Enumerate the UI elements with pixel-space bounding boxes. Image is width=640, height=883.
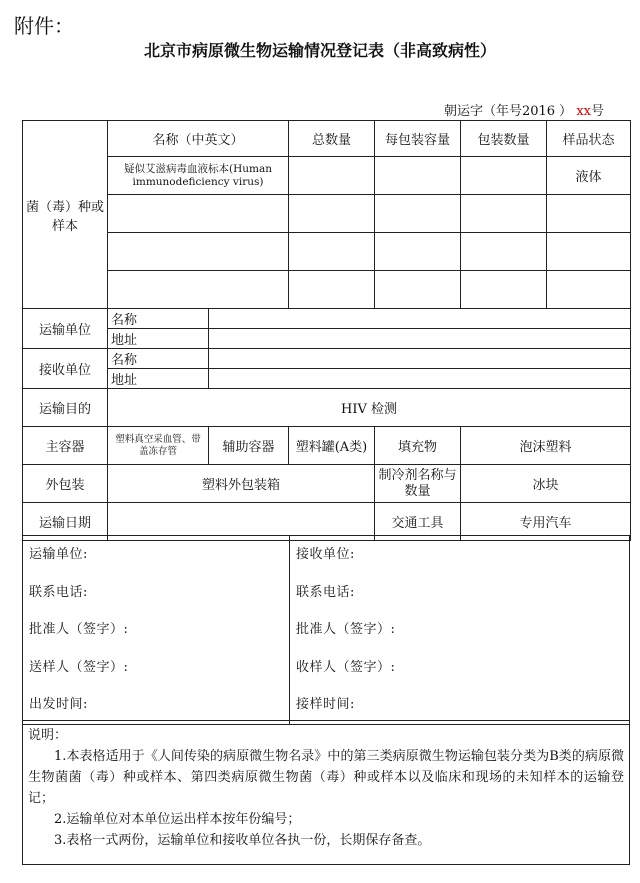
table-row [23,195,631,233]
transport-address-label: 地址 [108,329,209,349]
registration-table [22,120,631,541]
form-title: 北京市病原微生物运输情况登记表（非高致病性） [143,41,496,60]
sample-state-cell[interactable]: 液体 [547,157,631,195]
receiver-signature-block [290,536,630,725]
purpose-label: 运输目的 [23,389,108,427]
col-package-count-header: 包装数量 [461,121,547,157]
note-item: 2.运输单位对本单位运出样本按年份编号； [54,812,301,827]
sample-package-cell[interactable] [461,157,547,195]
sender-unit-field[interactable]: 运输单位: [29,547,88,562]
sample-capacity-cell[interactable] [375,157,461,195]
outer-package-label: 外包装 [23,465,108,503]
receipt-time-field[interactable]: 接样时间: [296,697,355,712]
serial-suffix: 号 [590,104,604,119]
outer-package-field[interactable]: 塑料外包装箱 [108,465,375,503]
sender-approver-field[interactable]: 批准人（签字）: [29,622,129,637]
sample-state-cell[interactable] [547,271,631,309]
attachment-label: 附件： [14,14,74,38]
filler-field[interactable]: 泡沫塑料 [461,427,631,465]
table-row [23,233,631,271]
primary-container-field[interactable]: 塑料真空采血管、带盖冻存管 [108,427,209,465]
strain-section-label: 菌（毒）种或样本 [23,121,108,309]
transport-name-label: 名称 [108,309,209,329]
sample-total-cell[interactable] [289,195,375,233]
refrigerant-label: 制冷剂名称与数量 [375,465,461,503]
col-state-header: 样品状态 [547,121,631,157]
receive-name-field[interactable] [209,349,631,369]
sample-name-cell[interactable]: 疑似艾滋病毒血液标本(Human immunodeficiency virus) [108,157,289,195]
sample-state-cell[interactable] [547,233,631,271]
transport-date-label: 运输日期 [23,503,108,541]
primary-container-label: 主容器 [23,427,108,465]
sample-state-cell[interactable] [547,195,631,233]
receive-name-label: 名称 [108,349,209,369]
sample-capacity-cell[interactable] [375,233,461,271]
sample-total-cell[interactable] [289,157,375,195]
sample-total-cell[interactable] [289,271,375,309]
sender-signature-block [23,536,290,725]
table-row [23,157,631,195]
receiver-phone-field[interactable]: 联系电话: [296,584,355,600]
receiver-signer-field[interactable]: 收样人（签字）: [296,659,396,675]
table-row [23,271,631,309]
serial-prefix: 朝运字（年号2016 ） [443,104,573,119]
signature-table [22,535,630,725]
secondary-container-label: 辅助容器 [209,427,289,465]
filler-label: 填充物 [375,427,461,465]
sample-capacity-cell[interactable] [375,271,461,309]
sample-package-cell[interactable] [461,271,547,309]
notes-section [22,720,630,865]
serial-number-line [444,100,604,119]
col-total-header: 总数量 [289,121,375,157]
transport-address-field[interactable] [209,329,631,349]
receive-unit-label: 接收单位 [23,349,108,389]
purpose-field[interactable]: HIV 检测 [108,389,631,427]
sender-courier-field[interactable]: 送样人（签字）: [29,659,129,675]
transport-unit-label: 运输单位 [23,309,108,349]
sample-package-cell[interactable] [461,195,547,233]
sample-capacity-cell[interactable] [375,195,461,233]
col-name-header: 名称（中英文） [108,121,289,157]
sample-name-cell[interactable] [108,271,289,309]
sample-package-cell[interactable] [461,233,547,271]
receiver-approver-field[interactable]: 批准人（签字）: [296,622,396,637]
sample-name-cell[interactable] [108,233,289,271]
receiver-unit-field[interactable]: 接收单位: [296,547,355,562]
note-item: 1.本表格适用于《人间传染的病原微生物名录》中的第三类病原微生物运输包装分类为B类的病原微生物菌菌（毒）种或样本、第四类病原微生物菌（毒）种或样本以及临床和现场的未知样本的运输登记； [28,749,624,806]
departure-time-field[interactable]: 出发时间: [29,697,88,712]
refrigerant-field[interactable]: 冰块 [461,465,631,503]
serial-number[interactable]: xx [576,104,591,119]
receive-address-label: 地址 [108,369,209,389]
secondary-container-field[interactable]: 塑料罐(A类) [289,427,375,465]
receive-address-field[interactable] [209,369,631,389]
sample-name-cell[interactable] [108,195,289,233]
transport-name-field[interactable] [209,309,631,329]
vehicle-field[interactable]: 专用汽车 [461,503,631,541]
note-item: 3.表格一式两份，运输单位和接收单位各执一份，长期保存备查。 [54,833,431,848]
col-capacity-header: 每包装容量 [375,121,461,157]
sender-phone-field[interactable]: 联系电话: [29,584,88,600]
notes-title: 说明： [28,728,68,743]
sample-total-cell[interactable] [289,233,375,271]
vehicle-label: 交通工具 [375,503,461,541]
